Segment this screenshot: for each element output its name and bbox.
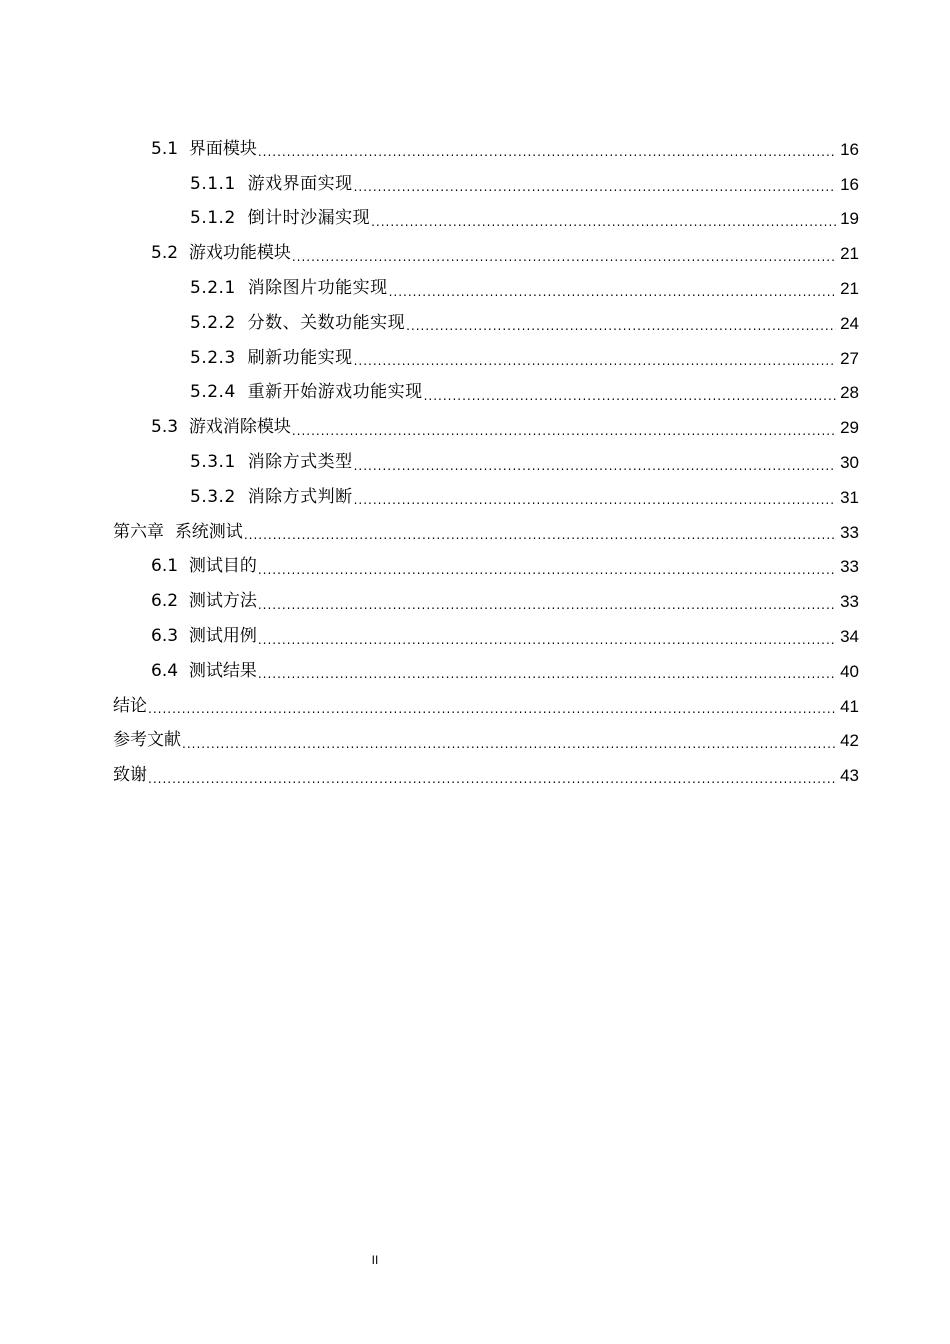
toc-entry-5-3-1[interactable] [0,445,950,480]
toc-entry-label: 游戏消除模块 [188,417,291,438]
dot-leader [148,703,836,715]
toc-page-number: 24 [840,313,859,333]
toc-entry-references[interactable] [0,724,950,759]
toc-entry-5-2[interactable] [0,236,950,271]
dot-leader [244,529,836,541]
toc-entry-label: 重新开始游戏功能实现 [247,382,423,403]
toc-page-number: 27 [840,348,859,368]
dot-leader [148,773,836,785]
toc-entry-label: 消除方式类型 [247,452,353,473]
page-footer-number: II [371,1253,379,1267]
toc-page-number: 21 [840,244,859,264]
toc-entry-title [113,521,243,542]
toc-entry-number: 5.1.2 [190,208,236,229]
toc-entry-number: 5.3.2 [190,486,236,507]
dot-leader [182,738,836,750]
toc-page-number: 21 [840,279,859,299]
toc-entry-label: 界面模块 [188,138,257,159]
toc-entry-title [190,210,370,227]
toc-entry-label: 测试结果 [188,660,257,681]
dot-leader [258,564,836,576]
toc-entry-label: 参考文献 [113,730,181,751]
toc-entry-number: 5.1.1 [190,173,236,194]
toc-page-number: 29 [840,418,859,438]
toc-entry-number: 5.2.4 [190,382,236,403]
toc-entry-title [190,347,353,368]
toc-entry-5-1-2[interactable] [0,202,950,237]
toc-entry-label: 结论 [113,695,147,716]
toc-entry-number: 6.3 [151,626,179,647]
toc-entry-title [151,628,257,645]
toc-entry-6-4[interactable] [0,654,950,689]
toc-entry-number: 5.2.2 [190,312,236,333]
toc-entry-number: 5.1 [151,138,179,159]
toc-entry-label: 致谢 [113,765,147,786]
toc-entry-title [190,312,406,333]
toc-page-number: 33 [840,522,859,542]
toc-entry-title [151,558,257,575]
dot-leader [354,355,836,367]
toc-entry-label: 测试方法 [188,591,257,612]
toc-entry-6-2[interactable] [0,584,950,619]
toc-page-number: 34 [840,627,859,647]
toc-entry-title [151,245,291,262]
toc-page-number: 28 [840,383,859,403]
toc-entry-number: 5.2.3 [190,347,236,368]
toc-entry-title [151,660,257,681]
toc-entry-number: 6.1 [151,556,179,577]
toc-page-number: 41 [840,696,859,716]
toc-entry-6-1[interactable] [0,550,950,585]
toc-entry-5-2-1[interactable] [0,271,950,306]
toc-entry-5-1[interactable] [0,132,950,167]
toc-entry-number: 6.4 [151,660,179,681]
toc-entry-label: 游戏界面实现 [247,173,353,194]
toc-entry-title [190,486,353,507]
toc-entry-title [151,419,291,436]
dot-leader [292,251,836,263]
dot-leader [292,425,836,437]
dot-leader [424,390,836,402]
toc-entry-number: 6.2 [151,591,179,612]
toc-entry-title [190,454,353,471]
dot-leader [258,668,836,680]
toc-entry-5-2-3[interactable] [0,341,950,376]
toc-page-number: 16 [840,174,859,194]
toc-entry-label: 系统测试 [174,521,243,542]
toc-entry-5-2-2[interactable] [0,306,950,341]
toc-entry-label: 测试目的 [188,556,257,577]
toc-entry-title [113,732,181,749]
toc-page-number: 40 [840,661,859,681]
dot-leader [258,634,836,646]
toc-entry-label: 消除方式判断 [247,486,353,507]
toc-entry-label: 游戏功能模块 [188,243,291,264]
toc-page-number: 33 [840,592,859,612]
toc-entry-5-3[interactable] [0,410,950,445]
dot-leader [354,494,836,506]
toc-entry-title [113,767,147,784]
toc-page-number: 16 [840,139,859,159]
toc-entry-title [113,695,147,716]
toc-page-number: 43 [840,766,859,786]
toc-entry-5-1-1[interactable] [0,167,950,202]
toc-entry-number: 5.2.1 [190,278,236,299]
toc-page-number: 33 [840,557,859,577]
dot-leader [389,286,836,298]
toc-entry-label: 倒计时沙漏实现 [247,208,371,229]
toc-entry-chapter-6[interactable] [0,515,950,550]
dot-leader [406,320,836,332]
toc-entry-label: 刷新功能实现 [247,347,353,368]
dot-leader [258,599,836,611]
toc-entry-label: 消除图片功能实现 [247,278,388,299]
dot-leader [354,181,836,193]
toc-entry-acknowledgements[interactable] [0,758,950,793]
toc-entry-number: 5.3 [151,417,179,438]
toc-entry-5-2-4[interactable] [0,376,950,411]
toc-entry-label: 分数、关数功能实现 [247,312,406,333]
toc-page-number: 31 [840,487,859,507]
toc-entry-title [190,280,388,297]
dot-leader [258,146,836,158]
toc-entry-5-3-2[interactable] [0,480,950,515]
toc-entry-number: 5.2 [151,243,179,264]
table-of-contents [0,132,950,793]
dot-leader [354,460,836,472]
dot-leader [371,216,836,228]
toc-entry-conclusion[interactable] [0,689,950,724]
toc-entry-title [190,173,353,194]
toc-entry-title [151,593,257,610]
toc-page-number: 30 [840,453,859,473]
toc-entry-number: 第六章 [113,521,164,542]
toc-entry-label: 测试用例 [188,626,257,647]
toc-page-number: 19 [840,209,859,229]
toc-entry-title [190,384,423,401]
toc-entry-title [151,138,257,159]
toc-entry-number: 5.3.1 [190,452,236,473]
toc-entry-6-3[interactable] [0,619,950,654]
toc-page-number: 42 [840,731,859,751]
